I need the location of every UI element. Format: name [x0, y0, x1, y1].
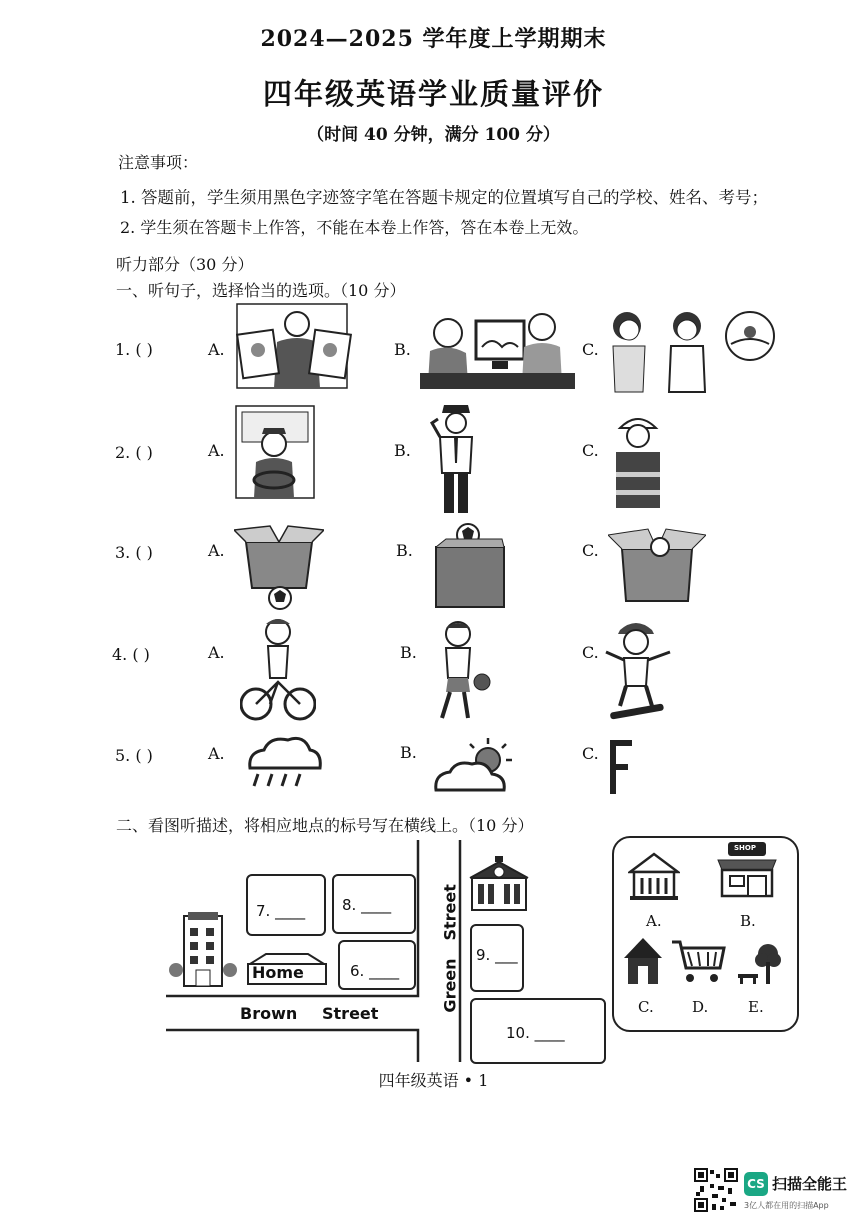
time-note: （时间 40 分钟，满分 100 分） — [307, 125, 560, 145]
q3-option-b: B. — [396, 541, 413, 560]
street-label-brown: Brown — [240, 1004, 298, 1023]
school-building-icon — [466, 856, 532, 912]
q1-option-b: B. — [394, 340, 411, 359]
q4-option-a: A. — [208, 643, 225, 662]
legend-label-e: E. — [748, 998, 764, 1016]
library-icon — [628, 852, 680, 902]
boy-skateboarding-image — [604, 620, 674, 726]
notice-heading: 注意事项： — [118, 153, 199, 172]
legend-label-d: D. — [692, 998, 709, 1016]
page-title: 四年级英语学业质量评价 — [262, 77, 604, 111]
legend-label-b: B. — [740, 912, 756, 930]
question-3-label: 3. ( ) — [115, 543, 153, 562]
house-icon — [622, 936, 664, 986]
legend-label-c: C. — [638, 998, 654, 1016]
q5-option-b: B. — [400, 743, 417, 762]
shopping-cart-icon — [670, 938, 726, 986]
blank-7: 7. ____ — [256, 902, 306, 920]
notice-item-1: 1. 答题前，学生须用黑色字迹签字笔在答题卡规定的位置填写自己的学校、姓名、考号； — [120, 188, 768, 207]
q2-option-a: A. — [208, 441, 225, 460]
home-sign: Home — [252, 963, 304, 982]
boy-holding-photos-image — [232, 302, 357, 390]
qr-code-image — [694, 1168, 738, 1212]
q2-option-b: B. — [394, 441, 411, 460]
bus-driver-image — [234, 404, 316, 500]
question-4-label: 4. ( ) — [112, 645, 150, 664]
ball-in-box-image — [608, 525, 706, 603]
firefighter-image — [612, 410, 664, 510]
q3-option-a: A. — [208, 541, 225, 560]
park-tree-bench-icon — [736, 942, 786, 986]
street-label-brown-street: Street — [322, 1004, 379, 1023]
street-label-green-street: Street — [440, 884, 460, 941]
shop-sign: SHOP — [734, 844, 756, 852]
blank-6: 6. ____ — [350, 962, 400, 980]
kids-at-computer-image — [420, 303, 575, 391]
q1-option-a: A. — [208, 340, 225, 359]
sun-behind-cloud-icon — [434, 734, 518, 794]
page-footer: 四年级英语 • 1 — [378, 1071, 489, 1090]
question-5-label: 5. ( ) — [115, 746, 153, 765]
fahrenheit-symbol-icon — [610, 740, 632, 794]
hospital-building-icon — [168, 912, 238, 988]
question-1-label: 1. ( ) — [115, 340, 153, 359]
street-label-green: Green — [440, 958, 460, 1013]
ball-on-box-image — [432, 523, 508, 609]
boy-playing-basketball-image — [432, 620, 494, 722]
girls-talking-swimming-image — [605, 306, 780, 394]
q5-option-c: C. — [582, 744, 599, 763]
blank-8: 8. ____ — [342, 896, 392, 914]
q4-option-c: C. — [582, 643, 599, 662]
section-1-heading: 一、听句子，选择恰当的选项。（10 分） — [116, 281, 406, 300]
q5-option-a: A. — [208, 744, 225, 763]
police-officer-image — [430, 403, 482, 515]
scanner-tagline: 3亿人都在用的扫描App — [744, 1201, 829, 1210]
q1-option-c: C. — [582, 340, 599, 359]
term-title: 2024—2025 学年度上学期期末 — [260, 26, 607, 52]
scanner-app-name: 扫描全能王 — [772, 1175, 848, 1193]
camscanner-logo: CS — [744, 1172, 768, 1196]
boy-riding-bike-image — [240, 616, 316, 724]
q2-option-c: C. — [582, 441, 599, 460]
places-legend — [612, 836, 799, 1032]
section-2-heading: 二、看图听描述，将相应地点的标号写在横线上。（10 分） — [116, 816, 534, 835]
question-2-label: 2. ( ) — [115, 443, 153, 462]
legend-label-a: A. — [646, 912, 662, 930]
q3-option-c: C. — [582, 541, 599, 560]
listening-heading: 听力部分（30 分） — [116, 255, 254, 274]
blank-10: 10. ____ — [506, 1024, 565, 1042]
ball-under-box-image — [234, 524, 324, 610]
notice-item-2: 2. 学生须在答题卡上作答，不能在本卷上作答，答在本卷上无效。 — [120, 218, 589, 237]
q4-option-b: B. — [400, 643, 417, 662]
blank-9: 9. ___ — [476, 946, 518, 964]
rain-cloud-icon — [244, 734, 322, 790]
